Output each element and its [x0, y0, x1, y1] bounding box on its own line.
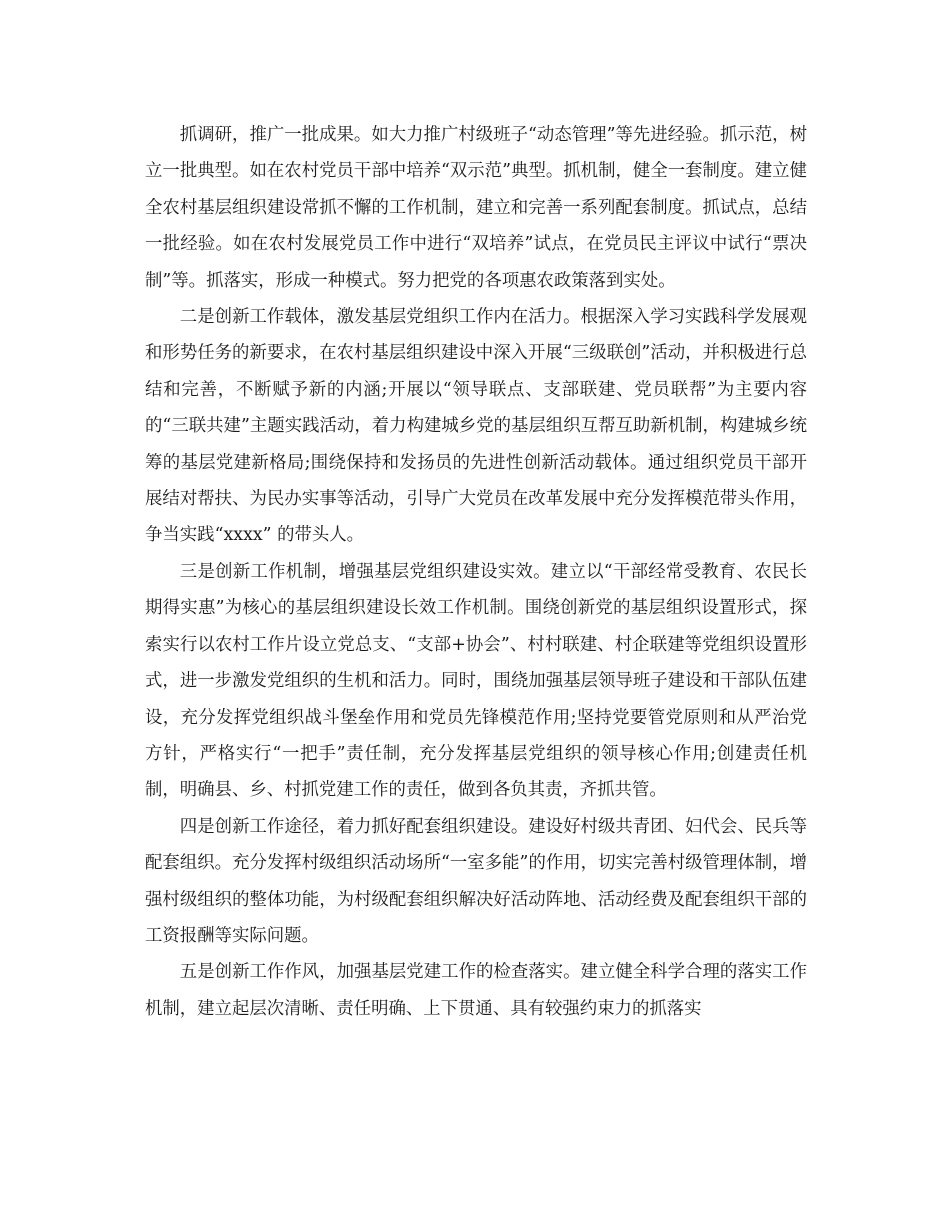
document-body: [145, 117, 807, 1027]
paragraph-2: 二是创新工作载体，激发基层党组织工作内在活力。根据深入学习实践科学发展观和形势任务的新要求，在农村基层组织建设中深入开展“三级联创”活动，并积极进行总结和完善，不断赋予新的内涵;开展以“领导联点、支部联建、党员联帮”为主要内容的“三联共建”主题实践活动，着力构建城乡党的基层组织互帮互助新机制，构建城乡统筹的基层党建新格局;围绕保持和发扬员的先进性创新活动载体。通过组织党员干部开展结对帮扶、为民办实事等活动，引导广大党员在改革发展中充分发挥模范带头作用，争当实践“xxxx” 的带头人。: [145, 307, 807, 546]
paragraph-4: 四是创新工作途径，着力抓好配套组织建设。建设好村级共青团、妇代会、民兵等配套组织。充分发挥村级组织活动场所“一室多能”的作用，切实完善村级管理体制，增强村级组织的整体功能，为村级配套组织解决好活动阵地、活动经费及配套组织干部的工资报酬等实际问题。: [145, 816, 807, 946]
paragraph-3: 三是创新工作机制，增强基层党组织建设实效。建立以“干部经常受教育、农民长期得实惠”为核心的基层组织建设长效工作机制。围绕创新党的基层组织设置形式，探索实行以农村工作片设立党总支、“支部+协会”、村村联建、村企联建等党组织设置形式，进一步激发党组织的生机和活力。同时，围绕加强基层领导班子建设和干部队伍建设，充分发挥党组织战斗堡垒作用和党员先锋模范作用;坚持党要管党原则和从严治党方针，严格实行“一把手”责任制，充分发挥基层党组织的领导核心作用;创建责任机制，明确县、乡、村抓党建工作的责任，做到各负其责，齐抓共管。: [145, 561, 807, 801]
paragraph-1: 抓调研，推广一批成果。如大力推广村级班子“动态管理”等先进经验。抓示范，树立一批典型。如在农村党员干部中培养“双示范”典型。抓机制，健全一套制度。建立健全农村基层组织建设常抓不懈的工作机制，建立和完善一系列配套制度。抓试点，总结一批经验。如在农村发展党员工作中进行“双培养”试点，在党员民主评议中试行“票决制”等。抓落实，形成一种模式。努力把党的各项惠农政策落到实处。: [145, 125, 807, 291]
paragraph-5: 五是创新工作作风，加强基层党建工作的检查落实。建立健全科学合理的落实工作机制，建立起层次清晰、责任明确、上下贯通、具有较强约束力的抓落实: [145, 962, 807, 1019]
